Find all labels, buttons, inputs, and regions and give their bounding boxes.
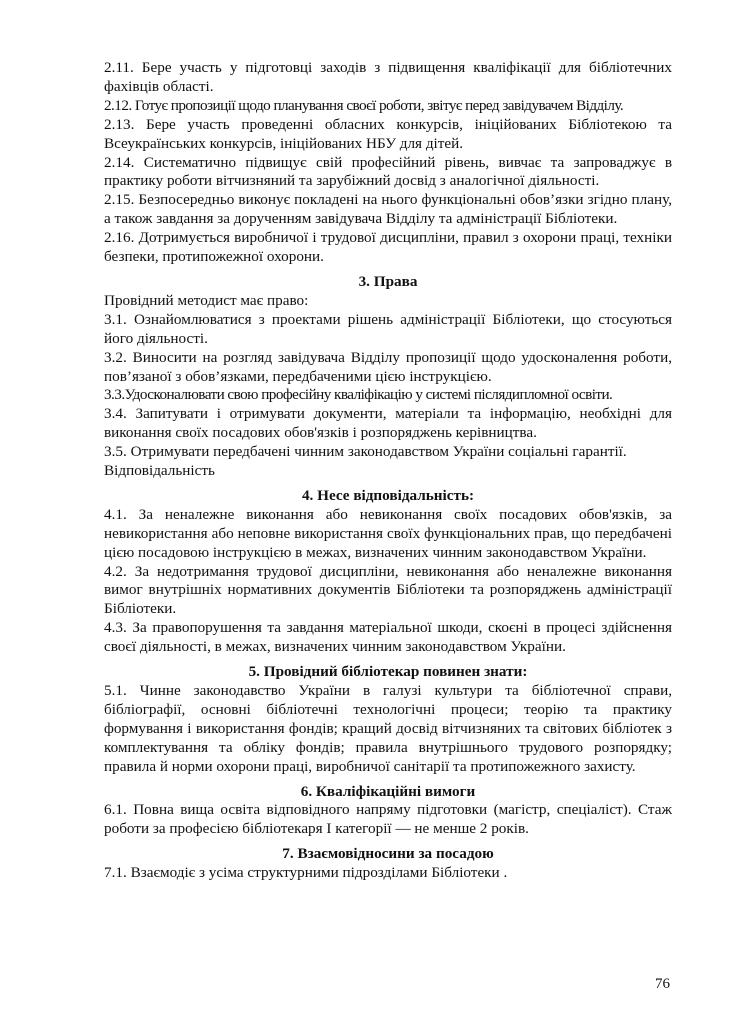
duty-2-11: 2.11. Бере участь у підготовці заходів з підвищення кваліфікації для бібліотечних фахівців області. bbox=[104, 59, 672, 95]
section-7-heading: 7. Взаємовідносини за посадою bbox=[282, 845, 494, 863]
rights-3-2: 3.2. Виносити на розгляд завідувача Відділу пропозиції щодо удосконалення роботи, пов’язаної з обов’язками, передбаченими цією інструкцією. bbox=[104, 348, 672, 385]
relations-7-1: 7.1. Взаємодіє з усіма структурними підрозділами Бібліотеки . bbox=[104, 864, 508, 882]
duty-2-14: 2.14. Систематично підвищує свій професійний рівень, вивчає та запроваджує в практику роботи вітчизняний та зарубіжний досвід з аналогічної діяльності. bbox=[104, 153, 672, 190]
section-3-heading: 3. Права bbox=[358, 272, 418, 290]
section-3-trailing: Відповідальність bbox=[104, 462, 215, 480]
rights-3-1: 3.1. Ознайомлюватися з проектами рішень адміністрації Бібліотеки, що стосуються його діяльності. bbox=[104, 310, 672, 347]
section-6-heading: 6. Кваліфікаційні вимоги bbox=[300, 782, 476, 800]
duty-2-16: 2.16. Дотримується виробничої і трудової дисципліни, правил з охорони праці, техніки безпеки, протипожежної охорони. bbox=[104, 229, 672, 266]
rights-3-5: 3.5. Отримувати передбачені чинним законодавством України соціальні гарантії. bbox=[104, 443, 627, 461]
document-page bbox=[104, 59, 672, 883]
duty-2-12: 2.12. Готує пропозиції щодо планування своєї роботи, звітує перед завідувачем Відділу. bbox=[104, 96, 624, 114]
section-3-intro: Провідний методист має право: bbox=[104, 291, 309, 309]
knowledge-5-1: 5.1. Чинне законодавство України в галузі культури та бібліотечної справи, бібліографії, основні бібліотечні технологічні процеси; теорію та практику формування і використання фондів; кращий досвід вітчизняних та світових бібліотек з комплектування та обліку фондів; правила внутрішнього трудового розпорядку; правила й норми охорони праці, виробничої санітарії та протипожежного захисту. bbox=[104, 682, 672, 775]
rights-3-4: 3.4. Запитувати і отримувати документи, матеріали та інформацію, необхідні для виконання своїх посадових обов'язків і розпоряджень керівництва. bbox=[104, 405, 672, 442]
section-4-heading: 4. Несе відповідальність: bbox=[301, 486, 475, 504]
requirement-6-1: 6.1. Повна вища освіта відповідного напряму підготовки (магістр, спеціаліст). Стаж роботи за професією бібліотекаря І категорії — не менше 2 років. bbox=[104, 801, 672, 838]
duty-2-15: 2.15. Безпосередньо виконує покладені на нього функціональні обов’язки згідно плану, а також завдання за дорученням завідувача Відділу та адміністрації Бібліотеки. bbox=[104, 191, 672, 228]
responsibility-4-1: 4.1. За неналежне виконання або невиконання своїх посадових обов'язків, за невикористання або неповне використання своїх функціональних прав, що передбачені цією посадовою інструкцією в межах, визначених чинним законодавством України. bbox=[104, 505, 672, 561]
duty-2-13: 2.13. Бере участь проведенні обласних конкурсів, ініційованих Бібліотекою та Всеукраїнських конкурсів, ініційованих НБУ для дітей. bbox=[104, 115, 672, 152]
responsibility-4-2: 4.2. За недотримання трудової дисципліни, невиконання або неналежне виконання вимог внутрішніх нормативних документів Бібліотеки та розпоряджень адміністрації Бібліотеки. bbox=[104, 562, 672, 618]
responsibility-4-3: 4.3. За правопорушення та завдання матеріальної шкоди, скоєні в процесі здійснення своєї діяльності, в межах, визначених чинним законодавством України. bbox=[104, 619, 672, 656]
rights-3-3: 3.3.Удосконалювати свою професійну кваліфікацію у системі післядипломної освіти. bbox=[104, 386, 613, 404]
page-number: 76 bbox=[655, 976, 670, 992]
section-5-heading: 5. Провідний бібліотекар повинен знати: bbox=[248, 663, 528, 681]
